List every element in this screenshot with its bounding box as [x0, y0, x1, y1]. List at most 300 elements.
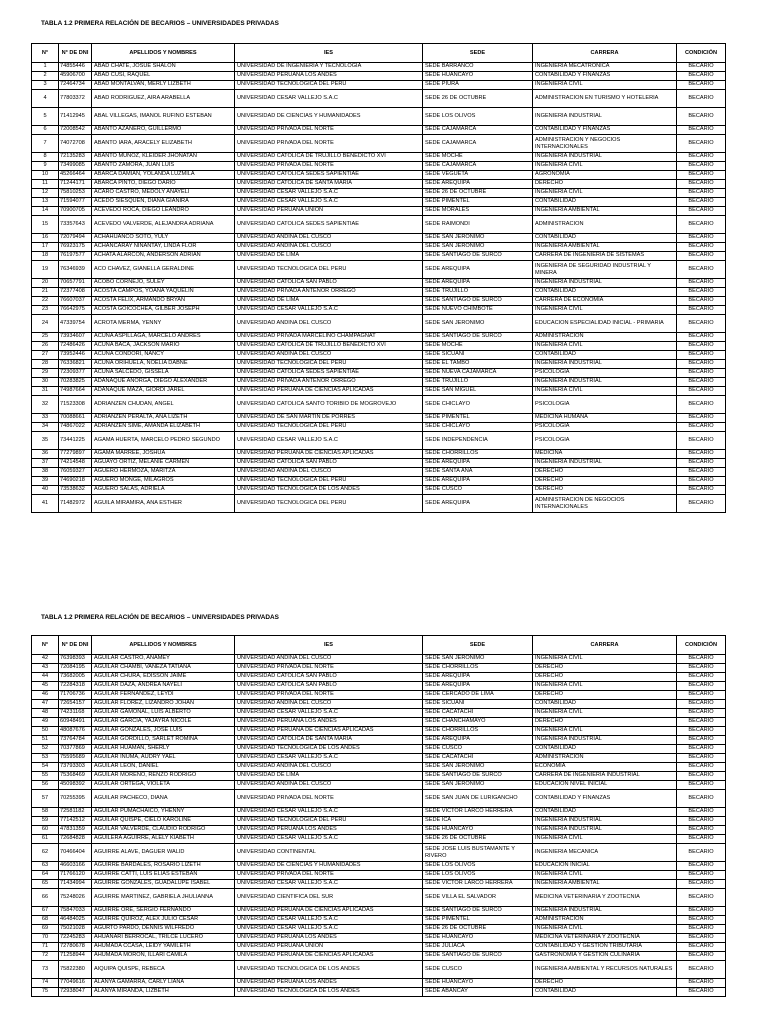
cell-sede: SEDE AREQUIPA: [423, 279, 533, 288]
cell-dni: 45906700: [59, 72, 92, 81]
cell-condicion: BECARIO: [677, 387, 726, 396]
cell-number: 58: [32, 808, 59, 817]
col-header-carrera: CARRERA: [533, 44, 677, 63]
cell-sede: SEDE CHORRILLOS: [423, 727, 533, 736]
cell-ies: UNIVERSIDAD PRIVADA DEL NORTE: [235, 162, 423, 171]
cell-sede: SEDE LOS OLIVOS: [423, 871, 533, 880]
cell-number: 67: [32, 907, 59, 916]
cell-condicion: BECARIO: [677, 450, 726, 459]
cell-condicion: BECARIO: [677, 333, 726, 342]
cell-sede: SEDE SANTIAGO DE SURCO: [423, 772, 533, 781]
cell-carrera: INGENIERIA CIVIL: [533, 709, 677, 718]
cell-ies: UNIVERSIDAD PRIVADA DEL NORTE: [235, 126, 423, 135]
cell-number: 46: [32, 691, 59, 700]
cell-dni: 74072708: [59, 135, 92, 153]
cell-dni: 71482972: [59, 495, 92, 513]
cell-sede: SEDE BARRANCO: [423, 63, 533, 72]
cell-name: ACARO CASTRO, MEDOLY ANAYELI: [92, 189, 235, 198]
cell-carrera: INGENIERIA CIVIL: [533, 387, 677, 396]
cell-sede: SEDE 26 DE OCTUBRE: [423, 925, 533, 934]
cell-dni: 76642975: [59, 306, 92, 315]
cell-dni: 72079494: [59, 234, 92, 243]
cell-carrera: CONTABILIDAD Y GESTION TRIBUTARIA: [533, 943, 677, 952]
cell-name: AGAMA HUERTA, MARCELO PEDRO SEGUNDO: [92, 432, 235, 450]
cell-carrera: MEDICINA VETERINARIA Y ZOOTECNIA: [533, 889, 677, 907]
cell-number: 16: [32, 234, 59, 243]
cell-name: ACO CHAVEZ, GIANELLA GERALDINE: [92, 261, 235, 279]
cell-number: 47: [32, 700, 59, 709]
cell-dni: 74867022: [59, 423, 92, 432]
cell-condicion: BECARIO: [677, 979, 726, 988]
cell-number: 7: [32, 135, 59, 153]
cell-ies: UNIVERSIDAD DE LIMA: [235, 252, 423, 261]
cell-dni: 71258944: [59, 952, 92, 961]
cell-carrera: INGENIERIA INDUSTRIAL: [533, 907, 677, 916]
cell-carrera: INGENIERIA INDUSTRIAL: [533, 459, 677, 468]
cell-ies: UNIVERSIDAD TECNOLOGICA DE LOS ANDES: [235, 988, 423, 997]
cell-dni: 71594077: [59, 198, 92, 207]
cell-sede: SEDE SAN MIGUEL: [423, 387, 533, 396]
cell-condicion: BECARIO: [677, 153, 726, 162]
cell-name: AGÜERO SALAS, ADRIELA: [92, 486, 235, 495]
table-row: [32, 153, 726, 162]
table-row: [32, 934, 726, 943]
cell-sede: SEDE 26 DE OCTUBRE: [423, 189, 533, 198]
cell-number: 38: [32, 468, 59, 477]
cell-name: ACOSTA FELIX, ARMANDO BRYAN: [92, 297, 235, 306]
cell-condicion: BECARIO: [677, 432, 726, 450]
cell-name: ACHANCARAY NINANTAY, LINDA FLOR: [92, 243, 235, 252]
table-row: [32, 468, 726, 477]
table-row: [32, 943, 726, 952]
cell-carrera: DERECHO: [533, 673, 677, 682]
cell-name: AGUIRRE GONZALES, GUADALUPE ISABEL: [92, 880, 235, 889]
cell-dni: 71766120: [59, 871, 92, 880]
cell-number: 9: [32, 162, 59, 171]
cell-condicion: BECARIO: [677, 925, 726, 934]
cell-condicion: BECARIO: [677, 673, 726, 682]
table-row: [32, 664, 726, 673]
cell-name: AGUIRRE CATTI, LUIS ELIAS ESTEBAN: [92, 871, 235, 880]
cell-number: 64: [32, 871, 59, 880]
table-row: [32, 862, 726, 871]
table-row: [32, 396, 726, 414]
cell-sede: SEDE RAIMONDI: [423, 216, 533, 234]
cell-name: ACHATA ALARCON, ANDERSON ADRIAN: [92, 252, 235, 261]
cell-sede: SEDE CERCADO DE LIMA: [423, 691, 533, 700]
cell-number: 74: [32, 979, 59, 988]
cell-name: ACEDO SIESQUEN, DIANA GIANIRA: [92, 198, 235, 207]
cell-condicion: BECARIO: [677, 682, 726, 691]
cell-dni: 46603166: [59, 862, 92, 871]
cell-dni: 75248026: [59, 889, 92, 907]
cell-condicion: BECARIO: [677, 261, 726, 279]
cell-name: AGUILAR INUMA, AUDRY YAEL: [92, 754, 235, 763]
cell-sede: SEDE JOSE LUIS BUSTAMANTE Y RIVERO: [423, 844, 533, 862]
cell-number: 12: [32, 189, 59, 198]
cell-condicion: BECARIO: [677, 198, 726, 207]
cell-name: AGUILAR ORTEGA, VIOLETA: [92, 781, 235, 790]
cell-ies: UNIVERSIDAD PERUANA DE CIENCIAS APLICADAS: [235, 952, 423, 961]
cell-sede: SEDE VICTOR LARCO HERRERA: [423, 808, 533, 817]
cell-name: AGURTO PARDO, DENNIS WILFREDO: [92, 925, 235, 934]
col-header-sede: SEDE: [423, 636, 533, 655]
cell-number: 39: [32, 477, 59, 486]
cell-ies: UNIVERSIDAD PRIVADA DEL NORTE: [235, 790, 423, 808]
cell-condicion: BECARIO: [677, 781, 726, 790]
cell-name: ABANTO IARA, ARACELY ELIZABETH: [92, 135, 235, 153]
cell-sede: SEDE SAN JERONIMO: [423, 655, 533, 664]
cell-sede: SEDE 26 DE OCTUBRE: [423, 90, 533, 108]
col-header-name: APELLIDOS Y NOMBRES: [92, 44, 235, 63]
cell-dni: 70283825: [59, 378, 92, 387]
cell-dni: 70088661: [59, 414, 92, 423]
cell-condicion: BECARIO: [677, 745, 726, 754]
cell-condicion: BECARIO: [677, 934, 726, 943]
cell-sede: SEDE AREQUIPA: [423, 459, 533, 468]
cell-carrera: INGENIERIA AMBIENTAL: [533, 243, 677, 252]
cell-condicion: BECARIO: [677, 691, 726, 700]
cell-ies: UNIVERSIDAD CATOLICA SANTO TORIBIO DE MOGROVEJO: [235, 396, 423, 414]
col-header-condicion: CONDICIÓN: [677, 636, 726, 655]
cell-number: 56: [32, 781, 59, 790]
cell-carrera: INGENIERIA CIVIL: [533, 162, 677, 171]
table-row: [32, 700, 726, 709]
cell-dni: 73357643: [59, 216, 92, 234]
cell-condicion: BECARIO: [677, 459, 726, 468]
cell-dni: 74855446: [59, 63, 92, 72]
table-row: [32, 844, 726, 862]
cell-name: AGUAYO ORTIZ, MELANIE CARMEN: [92, 459, 235, 468]
cell-dni: 72245283: [59, 934, 92, 943]
cell-condicion: BECARIO: [677, 664, 726, 673]
cell-ies: UNIVERSIDAD CESAR VALLEJO S.A.C: [235, 90, 423, 108]
cell-carrera: DERECHO: [533, 477, 677, 486]
cell-condicion: BECARIO: [677, 486, 726, 495]
cell-ies: UNIVERSIDAD PRIVADA DEL NORTE: [235, 871, 423, 880]
cell-ies: UNIVERSIDAD PERUANA DE CIENCIAS APLICADAS: [235, 387, 423, 396]
cell-name: ACUÑA BACA, JACKSON MARIO: [92, 342, 235, 351]
cell-name: AGUILAR CASTRO, ANAMEY: [92, 655, 235, 664]
cell-condicion: BECARIO: [677, 108, 726, 126]
cell-ies: UNIVERSIDAD TECNOLOGICA DEL PERU: [235, 495, 423, 513]
cell-ies: UNIVERSIDAD PERUANA DE CIENCIAS APLICADAS: [235, 907, 423, 916]
cell-number: 43: [32, 664, 59, 673]
cell-sede: SEDE VICTOR LARCO HERRERA: [423, 880, 533, 889]
table-row: [32, 718, 726, 727]
cell-ies: UNIVERSIDAD ANDINA DEL CUSCO: [235, 763, 423, 772]
cell-ies: UNIVERSIDAD ANDINA DEL CUSCO: [235, 243, 423, 252]
cell-sede: SEDE TRUJILLO: [423, 288, 533, 297]
cell-carrera: CONTABILIDAD: [533, 288, 677, 297]
table-row: [32, 180, 726, 189]
cell-number: 30: [32, 378, 59, 387]
table-row: [32, 387, 726, 396]
cell-number: 48: [32, 709, 59, 718]
cell-sede: SEDE MOCHE: [423, 342, 533, 351]
cell-name: AGUILAR VALVERDE, CLAUDIO RODRIGO: [92, 826, 235, 835]
cell-name: AGUIRRE BARDALES, ROSARIO LIZETH: [92, 862, 235, 871]
cell-ies: UNIVERSIDAD TECNOLOGICA DEL PERU: [235, 423, 423, 432]
cell-sede: SEDE SAN JUAN DE LURIGANCHO: [423, 790, 533, 808]
table-row: [32, 450, 726, 459]
cell-name: ACEVEDO ROCA, DIEGO LEANDRO: [92, 207, 235, 216]
cell-number: 36: [32, 450, 59, 459]
cell-name: ADANAQUE ANORGA, DIEGO ALEXANDER: [92, 378, 235, 387]
cell-condicion: BECARIO: [677, 297, 726, 306]
cell-dni: 72309377: [59, 369, 92, 378]
cell-carrera: DERECHO: [533, 180, 677, 189]
cell-sede: SEDE CACATACHI: [423, 754, 533, 763]
cell-ies: UNIVERSIDAD DE SAN MARTIN DE PORRES: [235, 414, 423, 423]
cell-sede: SEDE AREQUIPA: [423, 682, 533, 691]
table-row: [32, 126, 726, 135]
cell-carrera: CONTABILIDAD Y FINANZAS: [533, 126, 677, 135]
scholarship-table: [31, 43, 726, 513]
cell-sede: SEDE CUSCO: [423, 745, 533, 754]
cell-number: 15: [32, 216, 59, 234]
cell-carrera: INGENIERIA CIVIL: [533, 682, 677, 691]
table-row: [32, 135, 726, 153]
cell-dni: 70377869: [59, 745, 92, 754]
cell-ies: UNIVERSIDAD CESAR VALLEJO S.A.C: [235, 808, 423, 817]
cell-dni: 72008542: [59, 126, 92, 135]
cell-condicion: BECARIO: [677, 700, 726, 709]
cell-sede: SEDE NUEVA CAJAMARCA: [423, 369, 533, 378]
table-row: [32, 297, 726, 306]
cell-condicion: BECARIO: [677, 351, 726, 360]
cell-ies: UNIVERSIDAD CESAR VALLEJO S.A.C: [235, 916, 423, 925]
cell-carrera: MEDICINA HUMANA: [533, 414, 677, 423]
cell-carrera: ADMINISTRACION: [533, 916, 677, 925]
cell-name: AGUILAR LEON, DANIEL: [92, 763, 235, 772]
cell-sede: SEDE SAN JERONIMO: [423, 763, 533, 772]
cell-condicion: BECARIO: [677, 826, 726, 835]
cell-carrera: INGENIERIA INDUSTRIAL: [533, 279, 677, 288]
table-row: [32, 360, 726, 369]
cell-name: ABAD RODRIGUEZ, AIRA ARABELLA: [92, 90, 235, 108]
cell-ies: UNIVERSIDAD CESAR VALLEJO S.A.C: [235, 835, 423, 844]
cell-name: AGÜERO HERMOZA, MARITZA: [92, 468, 235, 477]
table-row: [32, 369, 726, 378]
cell-name: AGUILA MIRAMIRA, ANA ESTHER: [92, 495, 235, 513]
cell-condicion: BECARIO: [677, 396, 726, 414]
cell-ies: UNIVERSIDAD CONTINENTAL: [235, 844, 423, 862]
cell-dni: 71244171: [59, 180, 92, 189]
cell-number: 35: [32, 432, 59, 450]
cell-name: ACEVEDO VALVERDE, ALEJANDRA ADRIANA: [92, 216, 235, 234]
cell-ies: UNIVERSIDAD PRIVADA ANTENOR ORREGO: [235, 378, 423, 387]
cell-number: 4: [32, 90, 59, 108]
cell-condicion: BECARIO: [677, 808, 726, 817]
cell-number: 75: [32, 988, 59, 997]
cell-ies: UNIVERSIDAD TECNOLOGICA DEL PERU: [235, 477, 423, 486]
cell-name: ABAD MONTALVAN, MERLY LIZBETH: [92, 81, 235, 90]
cell-number: 21: [32, 288, 59, 297]
cell-name: ADRIANZEN SIME, AMANDA ELIZABETH: [92, 423, 235, 432]
cell-sede: SEDE CUSCO: [423, 486, 533, 495]
cell-condicion: BECARIO: [677, 171, 726, 180]
table-row: [32, 72, 726, 81]
cell-name: ABANTO AZAÑERO, GUILLERMO: [92, 126, 235, 135]
cell-name: AGUILAR CHAMBI, VANEZA TATIANA: [92, 664, 235, 673]
cell-sede: SEDE PIMENTEL: [423, 414, 533, 423]
table-row: [32, 189, 726, 198]
cell-name: ACUÑA ASPILLAGA, MARCELO ANDRES: [92, 333, 235, 342]
col-header-dni: N° DE DNI: [59, 44, 92, 63]
cell-condicion: BECARIO: [677, 477, 726, 486]
cell-sede: SEDE PIURA: [423, 81, 533, 90]
table-row: [32, 207, 726, 216]
cell-ies: UNIVERSIDAD CATOLICA SAN PABLO: [235, 279, 423, 288]
cell-sede: SEDE PIMENTEL: [423, 916, 533, 925]
cell-dni: 73952446: [59, 351, 92, 360]
cell-condicion: BECARIO: [677, 81, 726, 90]
table-row: [32, 288, 726, 297]
cell-carrera: DERECHO: [533, 486, 677, 495]
col-header-name: APELLIDOS Y NOMBRES: [92, 636, 235, 655]
cell-condicion: BECARIO: [677, 414, 726, 423]
cell-sede: SEDE SANTA ANA: [423, 468, 533, 477]
cell-number: 61: [32, 835, 59, 844]
cell-ies: UNIVERSIDAD DE CIENCIAS Y HUMANIDADES: [235, 108, 423, 126]
table-row: [32, 306, 726, 315]
cell-carrera: DERECHO: [533, 718, 677, 727]
cell-ies: UNIVERSIDAD PERUANA LOS ANDES: [235, 826, 423, 835]
cell-name: AGUIRRE MARTINEZ, GABRIELA JHULIANNA: [92, 889, 235, 907]
table-row: [32, 817, 726, 826]
cell-dni: 74214548: [59, 459, 92, 468]
cell-ies: UNIVERSIDAD PERUANA UNION: [235, 207, 423, 216]
cell-ies: UNIVERSIDAD CATOLICA DE TRUJILLO BENEDICTO XVI: [235, 342, 423, 351]
cell-condicion: BECARIO: [677, 135, 726, 153]
cell-ies: UNIVERSIDAD CATOLICA DE SANTA MARIA: [235, 736, 423, 745]
cell-dni: 73441225: [59, 432, 92, 450]
cell-name: ABANTO ZAMORA, JUAN LUIS: [92, 162, 235, 171]
cell-number: 62: [32, 844, 59, 862]
cell-number: 24: [32, 315, 59, 333]
table-row: [32, 889, 726, 907]
cell-name: ALANYA MIRANDA, LIZBETH: [92, 988, 235, 997]
table-row: [32, 423, 726, 432]
col-header-ies: IES: [235, 44, 423, 63]
table-row: [32, 90, 726, 108]
cell-sede: SEDE CHICLAYO: [423, 423, 533, 432]
cell-number: 53: [32, 754, 59, 763]
cell-dni: 72581182: [59, 808, 92, 817]
cell-condicion: BECARIO: [677, 709, 726, 718]
cell-sede: SEDE CHORRILLOS: [423, 450, 533, 459]
cell-ies: UNIVERSIDAD ANDINA DEL CUSCO: [235, 781, 423, 790]
cell-dni: 75847033: [59, 907, 92, 916]
cell-name: ACUÑA ORIHUELA, NOELIA DABNE: [92, 360, 235, 369]
table-row: [32, 745, 726, 754]
cell-condicion: BECARIO: [677, 243, 726, 252]
cell-carrera: CONTABILIDAD: [533, 745, 677, 754]
cell-dni: 75822380: [59, 961, 92, 979]
cell-ies: UNIVERSIDAD CATOLICA SAN PABLO: [235, 673, 423, 682]
cell-sede: SEDE AREQUIPA: [423, 477, 533, 486]
cell-ies: UNIVERSIDAD CESAR VALLEJO S.A.C: [235, 198, 423, 207]
cell-number: 8: [32, 153, 59, 162]
cell-name: ACOBO CORNEJO, SULEY: [92, 279, 235, 288]
cell-ies: UNIVERSIDAD TECNOLOGICA DE LOS ANDES: [235, 961, 423, 979]
cell-dni: 75595689: [59, 754, 92, 763]
table-row: [32, 162, 726, 171]
cell-carrera: CARRERA DE ECONOMIA: [533, 297, 677, 306]
cell-sede: SEDE AREQUIPA: [423, 736, 533, 745]
cell-number: 28: [32, 360, 59, 369]
cell-dni: 72684828: [59, 835, 92, 844]
cell-sede: SEDE HUANCAYO: [423, 934, 533, 943]
cell-name: ACOSTA GOICOCHEA, GILBER JOSEPH: [92, 306, 235, 315]
cell-name: AGUILAR MORENO, RENZO RODRIGO: [92, 772, 235, 781]
cell-ies: UNIVERSIDAD CESAR VALLEJO S.A.C: [235, 709, 423, 718]
cell-number: 13: [32, 198, 59, 207]
cell-dni: 76398393: [59, 655, 92, 664]
cell-ies: UNIVERSIDAD CESAR VALLEJO S.A.C: [235, 925, 423, 934]
cell-sede: SEDE SANTIAGO DE SURCO: [423, 952, 533, 961]
cell-carrera: INGENIERIA INDUSTRIAL: [533, 153, 677, 162]
cell-carrera: EDUCACION ESPECIALIDAD INICIAL - PRIMARIA: [533, 315, 677, 333]
cell-carrera: INGENIERIA INDUSTRIAL: [533, 826, 677, 835]
table-header-row: [32, 636, 726, 655]
cell-number: 49: [32, 718, 59, 727]
cell-dni: 77142512: [59, 817, 92, 826]
cell-sede: SEDE CAJAMARCA: [423, 162, 533, 171]
cell-sede: SEDE SAN JERONIMO: [423, 243, 533, 252]
cell-carrera: MEDICINA: [533, 450, 677, 459]
cell-sede: SEDE HUANCAYO: [423, 826, 533, 835]
cell-sede: SEDE CAJAMARCA: [423, 135, 533, 153]
cell-carrera: DERECHO: [533, 691, 677, 700]
cell-name: ACUÑA CONDORI, NANCY: [92, 351, 235, 360]
cell-ies: UNIVERSIDAD PERUANA LOS ANDES: [235, 934, 423, 943]
cell-carrera: INGENIERIA CIVIL: [533, 925, 677, 934]
cell-name: AIQUIPA QUISPE, REBECA: [92, 961, 235, 979]
cell-ies: UNIVERSIDAD ANDINA DEL CUSCO: [235, 234, 423, 243]
cell-dni: 71706736: [59, 691, 92, 700]
cell-condicion: BECARIO: [677, 288, 726, 297]
cell-dni: 72284318: [59, 682, 92, 691]
cell-dni: 72135283: [59, 153, 92, 162]
cell-condicion: BECARIO: [677, 180, 726, 189]
cell-carrera: ADMINISTRACION EN TURISMO Y HOTELERIA: [533, 90, 677, 108]
cell-carrera: INGENIERIA MECANICA: [533, 844, 677, 862]
cell-ies: UNIVERSIDAD TECNOLOGICA DE LOS ANDES: [235, 486, 423, 495]
cell-dni: 72486426: [59, 342, 92, 351]
cell-carrera: INGENIERIA CIVIL: [533, 655, 677, 664]
cell-sede: SEDE SANTIAGO DE SURCO: [423, 907, 533, 916]
cell-number: 10: [32, 171, 59, 180]
cell-ies: UNIVERSIDAD CATOLICA SEDES SAPIENTIAE: [235, 216, 423, 234]
cell-carrera: INGENIERIA AMBIENTAL: [533, 880, 677, 889]
table-row: [32, 754, 726, 763]
cell-number: 41: [32, 495, 59, 513]
cell-dni: 76607037: [59, 297, 92, 306]
cell-carrera: CONTABILIDAD Y FINANZAS: [533, 72, 677, 81]
cell-carrera: PSICOLOGIA: [533, 432, 677, 450]
table-row: [32, 961, 726, 979]
cell-name: AGUILAR CHURA, EDISSON JAIME: [92, 673, 235, 682]
cell-name: ABAD CUSI, RAQUEL: [92, 72, 235, 81]
cell-number: 3: [32, 81, 59, 90]
cell-name: AGUILAR GARCIA, YAJAYRA NICOLE: [92, 718, 235, 727]
cell-carrera: CARRERA DE INGENIERIA INDUSTRIAL: [533, 772, 677, 781]
cell-condicion: BECARIO: [677, 952, 726, 961]
cell-dni: 73764784: [59, 736, 92, 745]
cell-ies: UNIVERSIDAD CATOLICA DE TRUJILLO BENEDICTO XVI: [235, 153, 423, 162]
